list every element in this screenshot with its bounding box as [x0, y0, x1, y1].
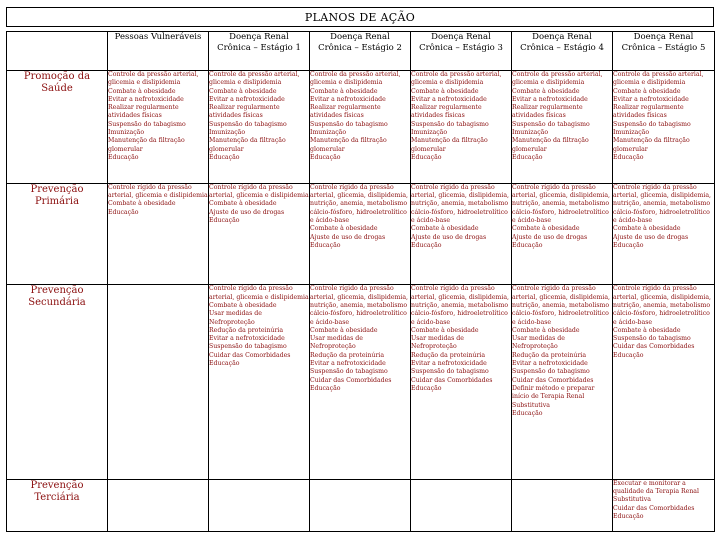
cell-line: Realizar regularmente atividades físicas	[411, 104, 482, 120]
cell-line: Educação	[613, 153, 644, 161]
column-header	[512, 32, 613, 71]
cell-line: Combate à obesidade	[411, 326, 479, 334]
cell-line: Cuidar das Comorbidades	[613, 504, 695, 512]
cell-line: Suspensão do tabagismo	[411, 120, 489, 128]
cell-line: Imunização	[310, 129, 347, 137]
cell-line: Combate à obesidade	[209, 301, 277, 309]
cell-line: Controle rígido da pressão arterial, glicemia, dislipidemia, nutrição, anemia, metabolismo cálcio-fósforo, hidroeletrolítico e ácido-base	[411, 285, 509, 326]
table-row	[7, 183, 715, 285]
cell-line: Cuidar das Comorbidades	[613, 343, 695, 351]
cell-line: Realizar regularmente atividades físicas	[512, 104, 583, 120]
cell-line: Evitar a nefrotoxicidade	[108, 95, 184, 103]
cell-line: Controle da pressão arterial, glicemia e dislipidemia	[512, 71, 603, 87]
cell-line: Usar medidas de Nefroproteção	[411, 335, 464, 351]
table-row	[7, 479, 715, 531]
cell-line: Ajuste de uso de drogas	[613, 233, 689, 241]
cell-line: Suspensão do tabagismo	[512, 368, 590, 376]
table-row	[7, 285, 715, 479]
cell-line: Realizar regularmente atividades físicas	[310, 104, 381, 120]
cell-line: Redução da proteinúria	[310, 351, 385, 359]
cell-line: Controle da pressão arterial, glicemia e dislipidemia	[613, 71, 704, 87]
cell-line: Evitar a nefrotoxicidade	[209, 95, 285, 103]
table-cell	[411, 71, 512, 184]
cell-line: Usar medidas de Nefroproteção	[310, 335, 363, 351]
cell-line: Educação	[209, 360, 240, 368]
row-label: Promoção da Saúde	[7, 71, 108, 184]
cell-line: Cuidar das Comorbidades	[411, 376, 493, 384]
cell-line: Educação	[613, 351, 644, 359]
column-header-line2: Crônica – Estágio 1	[217, 43, 301, 53]
table-cell	[512, 479, 613, 531]
table-cell	[411, 479, 512, 531]
cell-line: Redução da proteinúria	[209, 326, 284, 334]
table-cell	[310, 183, 411, 285]
cell-line: Suspensão do tabagismo	[411, 368, 489, 376]
table-cell	[209, 183, 310, 285]
cell-line: Educação	[411, 241, 442, 249]
cell-line: Manutenção da filtração glomerular	[613, 137, 690, 153]
cell-line: Evitar a nefrotoxicidade	[310, 360, 386, 368]
cell-line: Combate à obesidade	[310, 87, 378, 95]
table-cell	[108, 285, 209, 479]
cell-line: Cuidar das Comorbidades	[310, 376, 392, 384]
row-label: Prevenção Primária	[7, 183, 108, 285]
cell-line: Educação	[512, 241, 543, 249]
cell-line: Educação	[613, 241, 644, 249]
cell-line: Suspensão do tabagismo	[310, 368, 388, 376]
cell-line: Combate à obesidade	[411, 225, 479, 233]
cell-line: Ajuste de uso de drogas	[310, 233, 386, 241]
header-corner-cell	[7, 32, 108, 71]
table-cell	[613, 71, 715, 184]
cell-line: Combate à obesidade	[411, 87, 479, 95]
cell-line: Imunização	[411, 129, 448, 137]
table-cell	[512, 285, 613, 479]
cell-line: Controle rígido da pressão arterial, glicemia e dislipidemia	[108, 183, 208, 200]
cell-line: Imunização	[613, 129, 650, 137]
column-header	[310, 32, 411, 71]
cell-line: Educação	[108, 208, 139, 216]
cell-line: Combate à obesidade	[613, 87, 681, 95]
cell-line: Cuidar das Comorbidades	[209, 351, 291, 359]
cell-line: Combate à obesidade	[310, 326, 378, 334]
cell-line: Evitar a nefrotoxicidade	[411, 95, 487, 103]
column-header	[411, 32, 512, 71]
cell-line: Evitar a nefrotoxicidade	[512, 95, 588, 103]
cell-line: Manutenção da filtração glomerular	[411, 137, 488, 153]
cell-line: Evitar a nefrotoxicidade	[209, 335, 285, 343]
cell-line: Combate à obesidade	[512, 326, 580, 334]
cell-line: Usar medidas de Nefroproteção	[512, 335, 565, 351]
cell-line: Educação	[310, 384, 341, 392]
cell-line: Redução da proteinúria	[411, 351, 486, 359]
header-row	[7, 32, 715, 71]
table-body	[7, 71, 715, 532]
cell-line: Realizar regularmente atividades físicas	[613, 104, 684, 120]
table-cell	[310, 71, 411, 184]
cell-line: Imunização	[108, 129, 145, 137]
cell-line: Manutenção da filtração glomerular	[108, 137, 185, 153]
table-cell	[411, 183, 512, 285]
cell-line: Combate à obesidade	[512, 87, 580, 95]
cell-line: Controle da pressão arterial, glicemia e dislipidemia	[108, 71, 199, 87]
cell-line: Evitar a nefrotoxicidade	[411, 360, 487, 368]
cell-line: Combate à obesidade	[209, 87, 277, 95]
column-header-line1: Doença Renal	[229, 32, 289, 42]
cell-line: Educação	[209, 153, 240, 161]
cell-line: Combate à obesidade	[108, 87, 176, 95]
table-cell	[310, 285, 411, 479]
column-header-line2: Crônica – Estágio 4	[520, 43, 604, 53]
column-header-line1: Doença Renal	[330, 32, 390, 42]
cell-line: Ajuste de uso de drogas	[209, 208, 285, 216]
cell-line: Suspensão do tabagismo	[209, 120, 287, 128]
cell-line: Educação	[613, 512, 644, 520]
cell-line: Imunização	[209, 129, 246, 137]
cell-line: Controle rígido da pressão arterial, glicemia e dislipidemia	[209, 183, 309, 200]
table-cell	[512, 71, 613, 184]
table-cell	[613, 285, 715, 479]
cell-line: Executar e monitorar a qualidade da Terapia Renal Substitutiva	[613, 479, 699, 504]
cell-line: Ajuste de uso de drogas	[411, 233, 487, 241]
cell-line: Educação	[512, 153, 543, 161]
column-header-line2: Crônica – Estágio 3	[419, 43, 503, 53]
cell-line: Controle da pressão arterial, glicemia e dislipidemia	[411, 71, 502, 87]
cell-line: Suspensão do tabagismo	[209, 343, 287, 351]
cell-line: Controle rígido da pressão arterial, glicemia, dislipidemia, nutrição, anemia, metabolismo cálcio-fósforo, hidroeletrolítico e ácido-base	[512, 285, 610, 326]
cell-line: Suspensão do tabagismo	[108, 120, 186, 128]
cell-line: Combate à obesidade	[209, 200, 277, 208]
table-cell	[108, 71, 209, 184]
cell-line: Educação	[512, 409, 543, 417]
cell-line: Ajuste de uso de drogas	[512, 233, 588, 241]
cell-line: Cuidar das Comorbidades	[512, 376, 594, 384]
action-plan-table	[6, 31, 715, 532]
table-cell	[613, 183, 715, 285]
cell-line: Suspensão do tabagismo	[613, 335, 691, 343]
column-header	[108, 32, 209, 71]
cell-line: Controle da pressão arterial, glicemia e dislipidemia	[209, 71, 300, 87]
cell-line: Educação	[310, 153, 341, 161]
cell-line: Usar medidas de Nefroproteção	[209, 310, 262, 326]
cell-line: Controle rígido da pressão arterial, glicemia e dislipidemia	[209, 285, 309, 301]
cell-line: Evitar a nefrotoxicidade	[613, 95, 689, 103]
column-header-line1: Doença Renal	[532, 32, 592, 42]
table-cell	[108, 183, 209, 285]
cell-line: Manutenção da filtração glomerular	[310, 137, 387, 153]
cell-line: Suspensão do tabagismo	[512, 120, 590, 128]
table-cell	[209, 479, 310, 531]
column-header-line1: Pessoas Vulneráveis	[114, 32, 202, 42]
column-header-line1: Doença Renal	[633, 32, 694, 42]
column-header	[209, 32, 310, 71]
table-cell	[108, 479, 209, 531]
table-cell	[512, 183, 613, 285]
cell-line: Evitar a nefrotoxicidade	[310, 95, 386, 103]
table-cell	[613, 479, 715, 531]
cell-line: Imunização	[512, 129, 549, 137]
table-row	[7, 71, 715, 184]
cell-line: Combate à obesidade	[512, 225, 580, 233]
column-header	[613, 32, 715, 71]
cell-line: Controle rígido da pressão arterial, glicemia, dislipidemia, nutrição, anemia, metabolismo cálcio-fósforo, hidroeletrolítico e ácido-base	[310, 285, 408, 326]
cell-line: Educação	[209, 216, 240, 224]
page-title: PLANOS DE AÇÃO	[6, 7, 714, 27]
cell-line: Educação	[411, 153, 442, 161]
cell-line: Combate à obesidade	[108, 200, 176, 208]
cell-line: Manutenção da filtração glomerular	[209, 137, 286, 153]
cell-line: Educação	[310, 241, 341, 249]
cell-line: Controle rígido da pressão arterial, glicemia, dislipidemia, nutrição, anemia, metabolismo cálcio-fósforo, hidroeletrolítico e ácido-base	[512, 183, 610, 224]
table-cell	[411, 285, 512, 479]
table-cell	[209, 285, 310, 479]
column-header-line2: Crônica – Estágio 2	[318, 43, 402, 53]
cell-line: Definir método e preparar início de Terapia Renal Substitutiva	[512, 384, 595, 409]
cell-line: Educação	[108, 153, 139, 161]
cell-line: Suspensão do tabagismo	[613, 120, 691, 128]
row-label: Prevenção Secundária	[7, 285, 108, 479]
cell-line: Realizar regularmente atividades físicas	[108, 104, 179, 120]
column-header-line2: Crônica – Estágio 5	[621, 43, 706, 53]
cell-line: Educação	[411, 384, 442, 392]
cell-line: Controle rígido da pressão arterial, glicemia, dislipidemia, nutrição, anemia, metabolismo cálcio-fósforo, hidroeletrolítico e ácido-base	[411, 183, 509, 224]
cell-line: Evitar a nefrotoxicidade	[512, 360, 588, 368]
cell-line: Controle da pressão arterial, glicemia e dislipidemia	[310, 71, 401, 87]
table-cell	[310, 479, 411, 531]
cell-line: Combate à obesidade	[613, 225, 681, 233]
cell-line: Combate à obesidade	[310, 225, 378, 233]
cell-line: Realizar regularmente atividades físicas	[209, 104, 280, 120]
column-header-line1: Doença Renal	[431, 32, 491, 42]
cell-line: Combate à obesidade	[613, 326, 681, 334]
table-cell	[209, 71, 310, 184]
cell-line: Controle rígido da pressão arterial, glicemia, dislipidemia, nutrição, anemia, metabolismo cálcio-fósforo, hidroeletrolítico e ácido-base	[310, 183, 408, 224]
cell-line: Controle rígido da pressão arterial, glicemia, dislipidemia, nutrição, anemia, metabolismo cálcio-fósforo, hidroeletrolítico e ácido-base	[613, 285, 711, 326]
cell-line: Suspensão do tabagismo	[310, 120, 388, 128]
cell-line: Redução da proteinúria	[512, 351, 587, 359]
cell-line: Manutenção da filtração glomerular	[512, 137, 589, 153]
row-label: Prevenção Terciária	[7, 479, 108, 531]
cell-line: Controle rígido da pressão arterial, glicemia, dislipidemia, nutrição, anemia, metabolismo cálcio-fósforo, hidroeletrolítico e ácido-base	[613, 183, 711, 224]
